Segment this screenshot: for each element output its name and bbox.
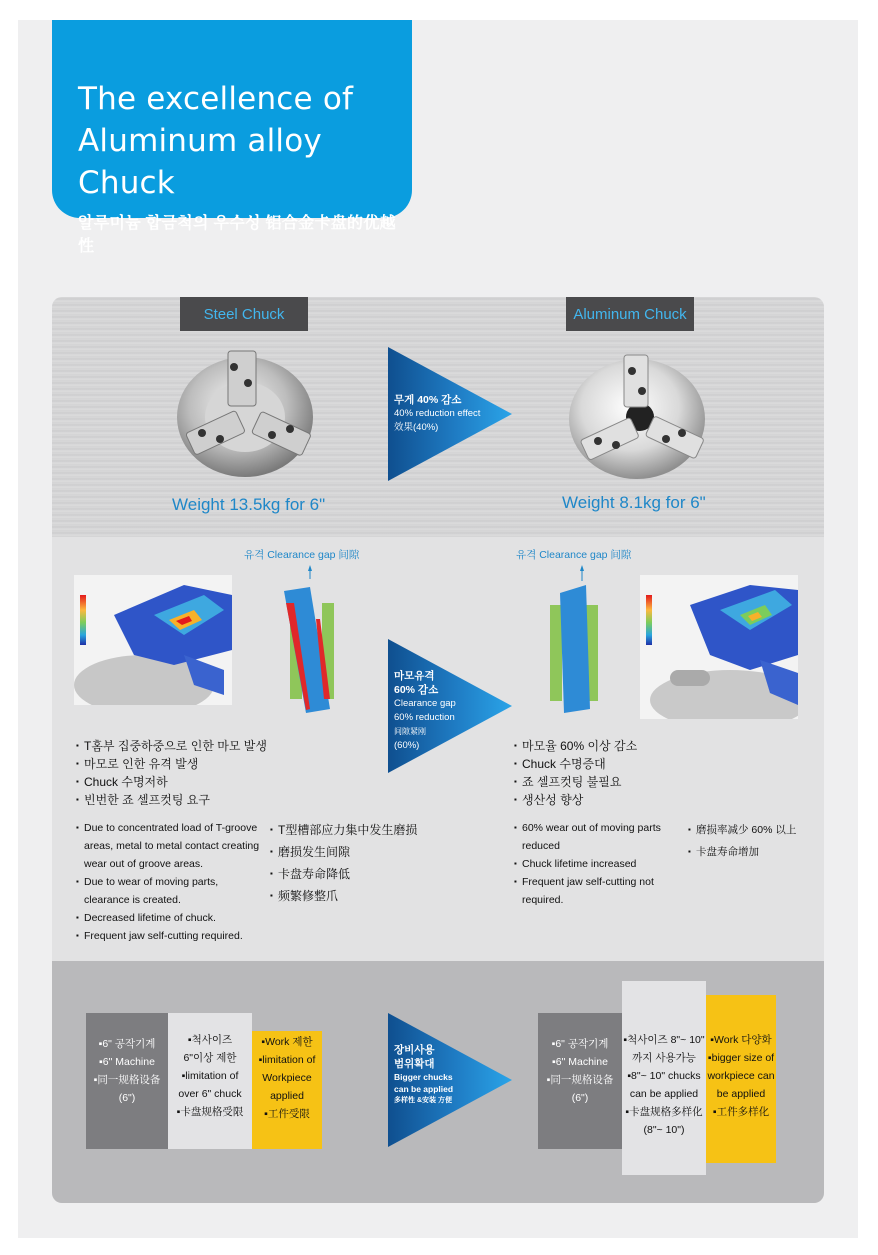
steel-korean-list: ▪ T홈부 집중하중으로 인한 마모 발생 ▪ 마모로 인한 유격 발생 ▪ Chuck 수명저하 ▪ 빈번한 죠 셀프컷팅 요구 — [76, 739, 267, 807]
title-line-2: Aluminum alloy Chuck — [78, 123, 322, 201]
right-machine-box: ▪6" 공작기계 ▪6" Machine ▪同一规格设备 (6") — [538, 1013, 622, 1149]
left-machine-box: ▪6" 공작기계 ▪6" Machine ▪同一规格设备 (6") — [86, 1013, 168, 1149]
aluminum-english-list: ▪ 60% wear out of moving parts reduced ▪ Chuck lifetime increased ▪ Frequent jaw self-cutting not required. — [514, 822, 661, 906]
left-workpiece-box: ▪Work 제한 ▪limitation of Workpiece applied ▪工件受限 — [252, 1031, 322, 1149]
aluminum-clearance-diagram — [542, 559, 606, 719]
aluminum-stress-simulation — [640, 575, 798, 719]
left-chuck-size-box: ▪척사이즈 6"이상 제한 ▪limitation of over 6" chuck ▪卡盘规格受限 — [168, 1013, 252, 1149]
weight-reduction-text: 무게 40% 감소 40% reduction effect 效果(40%) — [394, 394, 481, 433]
aluminum-chinese-list: ▪ 磨损率减少 60% 以上 ▪ 卡盘寿命增加 — [688, 824, 797, 858]
clearance-reduction-text: 마모유격 60% 감소 Clearance gap 60% reduction 间隙紧刚 (60%) — [394, 670, 456, 751]
clearance-section — [52, 537, 824, 961]
steel-stress-simulation — [74, 575, 232, 705]
aluminum-chuck-tab: Aluminum Chuck — [566, 297, 694, 331]
title-subtitle: 알루미늄 합금척의 우수성 铝合金卡盘的优越性 — [78, 215, 396, 255]
right-chuck-size-box: ▪척사이즈 8"~ 10" 까지 사용가능 ▪8"~ 10" chucks can be applied ▪卡盘规格多样化 (8"~ 10") — [622, 981, 706, 1175]
weight-section — [52, 297, 824, 537]
title-line-1: The excellence of — [78, 81, 354, 117]
application-arrow-text: 장비사용 범위확대 Bigger chucks can be applied 多样性 &安装 方便 — [394, 1044, 454, 1104]
steel-weight: Weight 13.5kg for 6" — [172, 495, 326, 514]
right-workpiece-box: ▪Work 다양화 ▪bigger size of workpiece can be applied ▪工件多样化 — [706, 995, 776, 1163]
steel-english-list: ▪ Due to concentrated load of T-groove areas, metal to metal contact creating wear out of groove areas. ▪ Due to wear of moving parts, clearance is created. ▪ Decreased lifetime of chuck. ▪ Frequent jaw self-cutting required. — [76, 822, 260, 942]
steel-clearance-diagram — [280, 559, 344, 719]
brochure-page — [18, 20, 858, 1238]
gap-label-right: 유격 Clearance gap 间隙 — [516, 549, 632, 561]
aluminum-korean-list: ▪ 마모율 60% 이상 감소 ▪ Chuck 수명증대 ▪ 죠 셀프컷팅 불필요 ▪ 생산성 향상 — [514, 739, 638, 807]
title-banner — [52, 20, 412, 255]
aluminum-chuck-image — [562, 339, 712, 489]
aluminum-weight: Weight 8.1kg for 6" — [562, 493, 706, 512]
application-section — [52, 961, 824, 1203]
gap-label-left: 유격 Clearance gap 间隙 — [244, 549, 360, 561]
steel-chuck-tab: Steel Chuck — [180, 297, 308, 331]
steel-chinese-list: ▪ T型槽部应力集中发生磨损 ▪ 磨损发生间隙 ▪ 卡盘寿命降低 ▪ 频繁修整爪 — [270, 823, 418, 903]
comparison-panel — [52, 297, 824, 1203]
steel-chuck-image — [170, 337, 320, 487]
